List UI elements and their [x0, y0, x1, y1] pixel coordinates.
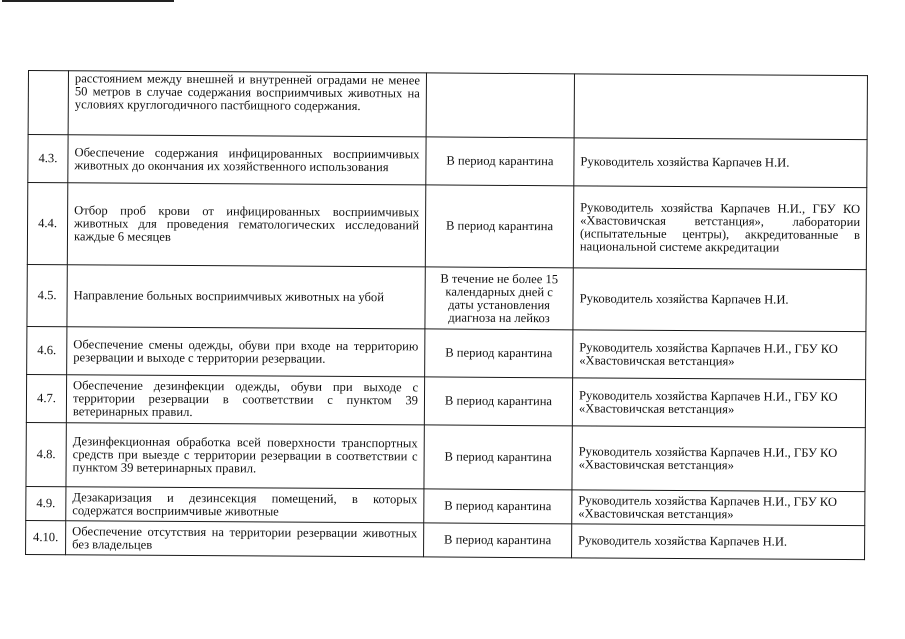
- measure-text: Отбор проб крови от инфицированных восприимчивых животных для проведения гематологических исследований каждые 6 месяцев: [67, 183, 425, 267]
- table-row: [26, 374, 865, 427]
- row-number: 4.10.: [26, 520, 66, 554]
- table-row: [28, 71, 867, 140]
- term-text: [426, 73, 574, 138]
- responsible-text: Руководитель хозяйства Карпачев Н.И.: [572, 524, 865, 560]
- responsible-text: Руководитель хозяйства Карпачев Н.И., ГБУ КО «Хвастовичская ветстанция»: [572, 426, 865, 492]
- term-text: В период карантина: [424, 523, 572, 558]
- responsible-text: Руководитель хозяйства Карпачев Н.И., ГБУ КО «Хвастовичская ветстанция»: [572, 378, 865, 428]
- measure-text: Обеспечение отсутствия на территории резервации животных без владельцев: [66, 521, 424, 557]
- table-row: [26, 422, 865, 491]
- responsible-text: [574, 74, 867, 140]
- term-text: В период карантина: [424, 377, 572, 426]
- row-number: 4.3.: [28, 135, 68, 183]
- measure-text: Обеспечение содержания инфицированных восприимчивых животных до окончания их хозяйственного использования: [68, 135, 426, 185]
- term-text: В течение не более 15 календарных дней с даты установления диагноза на лейкоз: [425, 267, 573, 330]
- row-number: 4.4.: [27, 183, 68, 265]
- header-rule: [2, 0, 174, 2]
- responsible-text: Руководитель хозяйства Карпачев Н.И., ГБУ КО «Хвастовичская ветстанция»: [572, 490, 865, 526]
- measure-text: Направление больных восприимчивых животных на убой: [67, 265, 425, 329]
- responsible-text: Руководитель хозяйства Карпачев Н.И., ГБУ КО «Хвастовичская ветстанция», лаборатории (испытательные центры), аккредитованные в национальной системе аккредитации: [573, 186, 866, 270]
- table-row: [28, 135, 867, 188]
- row-number: 4.5.: [27, 264, 67, 326]
- measure-text: Обеспечение дезинфекции одежды, обуви при выходе с территории резервации в соответствии с пунктом 39 ветеринарных правил.: [66, 375, 424, 425]
- responsible-text: Руководитель хозяйства Карпачев Н.И.: [574, 138, 867, 188]
- row-number: [28, 71, 68, 135]
- table-row: [26, 520, 865, 559]
- responsible-text: Руководитель хозяйства Карпачев Н.И., ГБУ КО «Хвастовичская ветстанция»: [573, 330, 866, 380]
- measure-text: расстоянием между внешней и внутренней оградами не менее 50 метров в случае содержания восприимчивых животных на условиях круглогодичного пастбищного содержания.: [68, 71, 426, 137]
- measure-text: Дезинфекционная обработка всей поверхности транспортных средств при выезде с территории резервации в соответствии с пунктом 39 ветеринарных правил.: [66, 423, 424, 489]
- row-number: 4.8.: [26, 422, 66, 486]
- table-row: [27, 326, 866, 379]
- row-number: 4.7.: [26, 374, 66, 422]
- quarantine-measures-table: [25, 70, 868, 560]
- measure-text: Обеспечение смены одежды, обуви при входе на территорию резервации и выходе с территории резервации.: [67, 327, 425, 377]
- table-row: [27, 183, 866, 270]
- table-row: [26, 486, 865, 525]
- term-text: В период карантина: [425, 185, 573, 268]
- measure-text: Дезакаризация и дезинсекция помещений, в которых содержатся восприимчивые животные: [66, 487, 424, 523]
- term-text: В период карантина: [424, 425, 572, 490]
- row-number: 4.6.: [27, 326, 67, 374]
- term-text: В период карантина: [424, 489, 572, 524]
- term-text: В период карантина: [426, 137, 574, 186]
- term-text: В период карантина: [425, 329, 573, 378]
- row-number: 4.9.: [26, 486, 66, 520]
- responsible-text: Руководитель хозяйства Карпачев Н.И.: [573, 268, 866, 332]
- table-row: [27, 264, 866, 331]
